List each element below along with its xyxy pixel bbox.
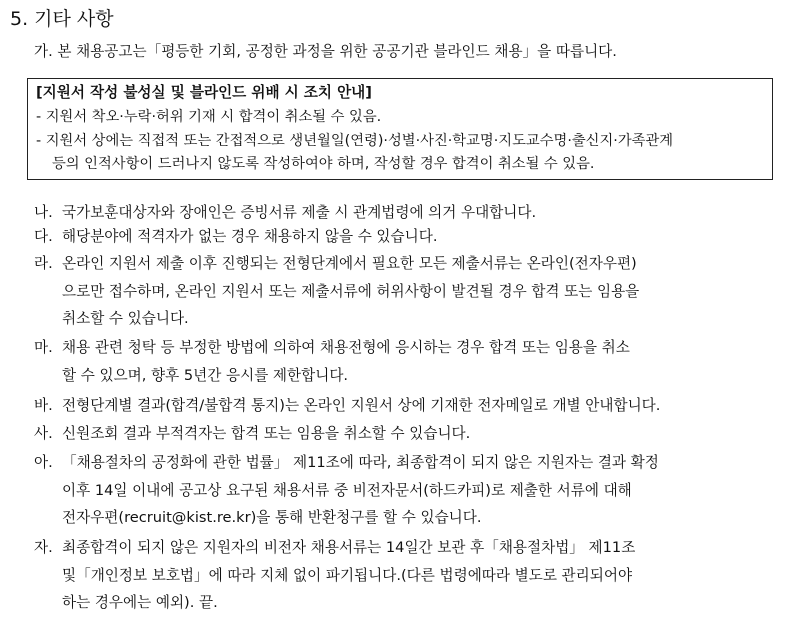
item-label: 사. xyxy=(34,425,53,442)
item-row xyxy=(34,420,784,448)
item-text-cont: 취소할 수 있습니다. xyxy=(62,310,189,328)
item-text-cont: 전자우편(recruit@kist.re.kr)을 통해 반환청구를 할 수 있습니다. xyxy=(62,509,482,527)
item-row xyxy=(34,392,784,420)
item-ma xyxy=(34,334,784,389)
item-text: 신원조회 결과 부적격자는 합격 또는 임용을 취소할 수 있습니다. xyxy=(62,425,471,442)
notice-box xyxy=(27,78,773,180)
item-text-cont: 으로만 접수하며, 온라인 지원서 또는 제출서류에 허위사항이 발견될 경우 합격 또는 임용을 xyxy=(62,282,640,300)
item-da xyxy=(34,223,784,251)
item-label: 바. xyxy=(34,397,53,414)
notice-title: [지원서 작성 불성실 및 블라인드 위배 시 조치 안내] xyxy=(36,84,372,101)
item-ga: 가. 본 채용공고는「평등한 기회, 공정한 과정을 위한 공공기관 블라인드 채용」을 따릅니다. xyxy=(34,43,617,60)
item-label: 마. xyxy=(34,339,53,356)
item-text: 온라인 지원서 제출 이후 진행되는 전형단계에서 필요한 모든 제출서류는 온라인(전자우편) xyxy=(62,255,637,272)
item-sa xyxy=(34,420,784,448)
item-text: 「채용절차의 공정화에 관한 법률」 제11조에 따라, 최종합격이 되지 않은 지원자는 결과 확정 xyxy=(62,454,659,471)
item-text: 최종합격이 되지 않은 지원자의 비전자 채용서류는 14일간 보관 후「채용절차법」 제11조 xyxy=(62,539,636,556)
item-ba xyxy=(34,392,784,420)
item-ja xyxy=(34,534,784,617)
notice-line-3: 등의 인적사항이 드러나지 않도록 작성하여야 하며, 작성할 경우 합격이 취소될 수 있음. xyxy=(52,156,595,172)
item-row xyxy=(34,534,784,562)
item-row xyxy=(34,334,784,362)
item-label: 다. xyxy=(34,228,53,245)
item-row xyxy=(34,250,784,278)
item-row xyxy=(34,223,784,251)
item-label: 나. xyxy=(34,204,53,221)
notice-line-2: - 지원서 상에는 직접적 또는 간접적으로 생년월일(연령)·성별·사진·학교명·지도교수명·출신지·가족관계 xyxy=(36,133,674,149)
item-text: 채용 관련 청탁 등 부정한 방법에 의하여 채용전형에 응시하는 경우 합격 또는 임용을 취소 xyxy=(62,339,630,356)
item-text-cont: 할 수 있으며, 향후 5년간 응시를 제한합니다. xyxy=(62,366,349,384)
section-title: 5. 기타 사항 xyxy=(10,8,114,30)
item-text-cont: 이후 14일 이내에 공고상 요구된 채용서류 중 비전자문서(하드카피)로 제출한 서류에 대해 xyxy=(62,481,632,499)
item-label: 아. xyxy=(34,454,53,471)
item-label: 자. xyxy=(34,539,53,556)
item-text-cont: 및「개인정보 보호법」에 따라 지체 없이 파기됩니다.(다른 법령에따라 별도로 관리되어야 xyxy=(62,566,633,584)
item-text: 해당분야에 적격자가 없는 경우 채용하지 않을 수 있습니다. xyxy=(62,228,438,245)
item-label: 라. xyxy=(34,255,53,272)
item-text: 전형단계별 결과(합격/불합격 통지)는 온라인 지원서 상에 기재한 전자메일로 개별 안내합니다. xyxy=(62,397,661,414)
item-text-cont: 하는 경우에는 예외). 끝. xyxy=(62,594,218,612)
item-text: 국가보훈대상자와 장애인은 증빙서류 제출 시 관계법령에 의거 우대합니다. xyxy=(62,204,537,221)
item-a xyxy=(34,449,784,532)
item-row xyxy=(34,449,784,477)
item-ra xyxy=(34,250,784,333)
notice-line-1: - 지원서 착오·누락·허위 기재 시 합격이 취소될 수 있음. xyxy=(36,109,382,125)
